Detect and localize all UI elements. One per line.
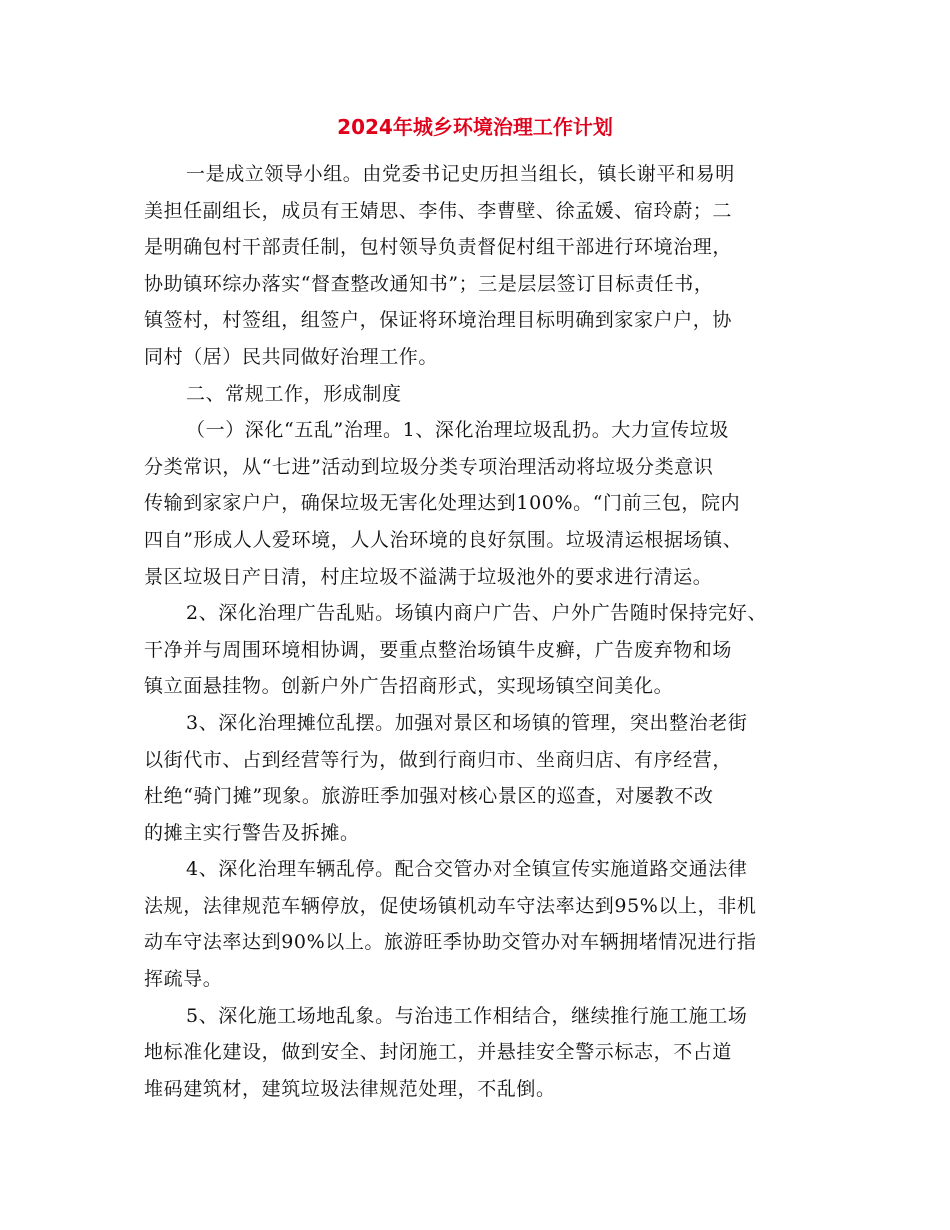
text-line: 以街代市、占到经营等行为，做到行商归市、坐商归店、有序经营， <box>144 748 733 771</box>
text-line: 协助镇环综办落实“督查整改通知书”；三是层层签订目标责任书， <box>144 272 714 295</box>
text-line: 同村（居）民共同做好治理工作。 <box>144 345 439 368</box>
text-line: 分类常识，从“七进”活动到垃圾分类专项治理活动将垃圾分类意识 <box>144 455 714 478</box>
text-line: 干净并与周围环境相协调，要重点整治场镇牛皮癣，广告废弃物和场 <box>144 638 733 661</box>
document-body <box>144 156 820 1107</box>
text-line: 堆码建筑材，建筑垃圾法律规范处理，不乱倒。 <box>144 1077 556 1100</box>
text-line: 动车守法率达到90%以上。旅游旺季协助交管办对车辆拥堵情况进行指 <box>144 931 757 954</box>
text-line: 地标准化建设，做到安全、封闭施工，并悬挂安全警示标志，不占道 <box>144 1041 733 1064</box>
text-line: （一）深化“五乱”治理。1、深化治理垃圾乱扔。大力宣传垃圾 <box>186 419 729 442</box>
text-line: 法规，法律规范车辆停放，促使场镇机动车守法率达到95%以上，非机 <box>144 894 757 917</box>
text-line: 是明确包村干部责任制，包村领导负责督促村组干部进行环境治理， <box>144 236 733 259</box>
text-line: 美担任副组长，成员有王婧思、李伟、李曹壁、徐孟媛、宿玲蔚；二 <box>144 199 733 222</box>
document-title: 2024年城乡环境治理工作计划 <box>337 115 613 139</box>
text-line: 的摊主实行警告及拆摊。 <box>144 821 360 844</box>
text-line: 镇签村，村签组，组签户，保证将环境治理目标明确到家家户户，协 <box>144 309 733 332</box>
text-line: 二、常规工作，形成制度 <box>186 382 402 405</box>
text-line: 镇立面悬挂物。创新户外广告招商形式，实现场镇空间美化。 <box>144 675 674 698</box>
text-line: 一是成立领导小组。由党委书记史历担当组长，镇长谢平和易明 <box>186 163 735 185</box>
text-line: 挥疏导。 <box>144 968 223 991</box>
text-line: 四自”形成人人爱环境，人人治环境的良好氛围。垃圾清运根据场镇、 <box>144 528 743 551</box>
text-line: 4、深化治理车辆乱停。配合交管办对全镇宣传实施道路交通法律 <box>186 858 748 881</box>
text-line: 3、深化治理摊位乱摆。加强对景区和场镇的管理，突出整治老街 <box>186 711 748 734</box>
text-line: 2、深化治理广告乱贴。场镇内商户广告、户外广告随时保持完好、 <box>186 602 768 625</box>
text-line: 5、深化施工场地乱象。与治违工作相结合，继续推行施工施工场 <box>186 1004 748 1027</box>
text-line: 传输到家家户户，确保垃圾无害化处理达到100%。“门前三包，院内 <box>144 492 741 515</box>
text-line: 景区垃圾日产日清，村庄垃圾不溢满于垃圾池外的要求进行清运。 <box>144 565 713 588</box>
text-line: 杜绝“骑门摊”现象。旅游旺季加强对核心景区的巡查，对屡教不改 <box>144 785 714 808</box>
